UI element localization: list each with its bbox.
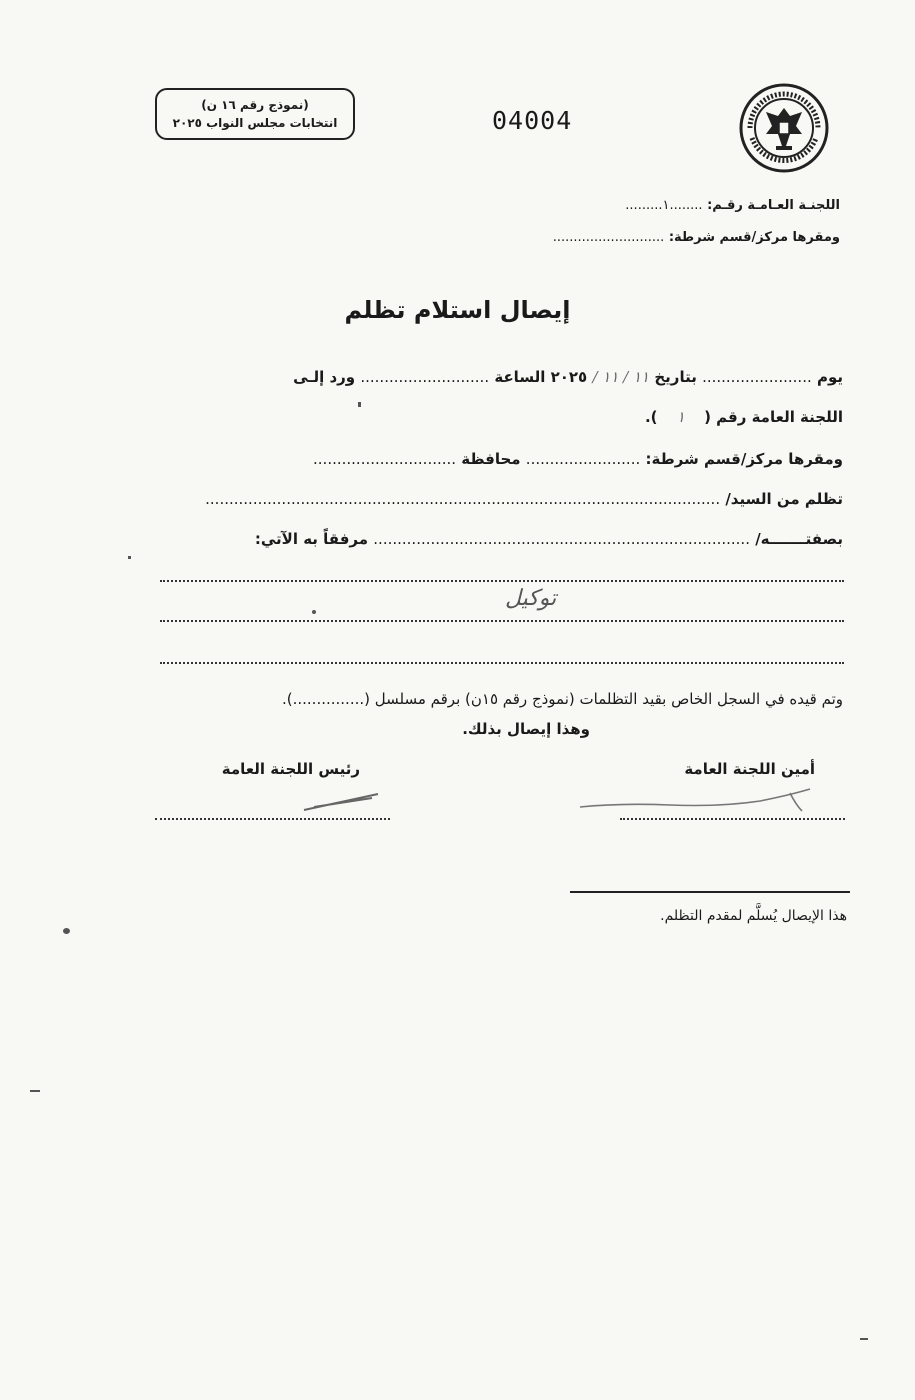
capacity-label: بصفتـــــــه/ [755,530,843,548]
form-number: (نموذج رقم ١٦ ن) [201,98,309,112]
complainant-label: تظلم من السيد/ [725,490,843,508]
committee-number-close: ). [644,408,658,426]
form-number-badge [155,88,355,140]
president-signature [300,790,390,815]
secretary-signature [560,785,830,825]
police-station-value: ........................ [525,450,641,468]
president-label: رئيس اللجنة العامة [221,760,360,778]
date-label: بتاريخ [654,368,697,386]
serial-number: 04004 [492,106,573,135]
seat-label: ومقرها مركز/قسم شرطة: [668,230,840,245]
attachment-line-3 [160,662,844,664]
day-label: يوم [816,368,843,386]
footer-note: هذا الإيصال يُسلَّم لمقدم التظلم. [660,908,847,924]
page-title: إيصال استلام تظلم [344,296,571,324]
received-to: ورد إلـى [293,368,356,386]
governorate-label: محافظة [461,450,521,468]
committee-number-row [625,198,840,213]
secretary-label: أمين اللجنة العامة [684,760,815,778]
scan-mark [312,610,316,614]
attachment-line-2 [160,620,844,622]
scan-mark [358,402,361,407]
complainant-value: ............................................................................................................ [205,490,721,508]
attachments-label: مرفقاً به الآتي: [254,530,369,548]
scan-mark [30,1090,40,1092]
governorate-value: .............................. [313,450,457,468]
eagle-emblem-icon [738,82,830,174]
complainant-line [153,490,843,508]
year-value: ٢٠٢٥ [550,368,588,386]
seat-value: ........................... [552,230,665,245]
committee-number-line [645,408,843,426]
committee-label: اللجنـة العـامـة رقـم: [707,198,840,213]
scan-mark [63,928,70,934]
police-station-label: ومقرها مركز/قسم شرطة: [645,450,843,468]
capacity-value: ............................................................................... [373,530,750,548]
attachment-handwritten: توكيل [505,586,557,611]
time-value: ........................... [360,368,490,386]
scan-mark [860,1338,868,1340]
footer-divider [570,891,850,893]
committee-number: ........١......... [625,198,703,213]
registry-line: وتم قيده في السجل الخاص بقيد التظلمات (نموذج رقم ١٥ن) برقم مسلسل (...............). [281,690,843,708]
committee-seat-row [553,230,840,245]
time-label: الساعة [494,368,546,386]
committee-number-label: اللجنة العامة رقم ( [704,408,843,426]
capacity-line [255,530,843,548]
attachment-line-1 [160,580,844,582]
election-name: انتخابات مجلس النواب ٢٠٢٥ [172,116,338,130]
date-value: ١١ / ١١ / [592,368,650,386]
receipt-statement: وهذا إيصال بذلك. [462,720,590,738]
day-value: ....................... [702,368,812,386]
scan-mark [128,556,131,559]
date-row [293,368,843,386]
president-signature-line [155,818,390,820]
committee-number-value: ١ [676,408,685,426]
police-station-line [313,450,843,468]
